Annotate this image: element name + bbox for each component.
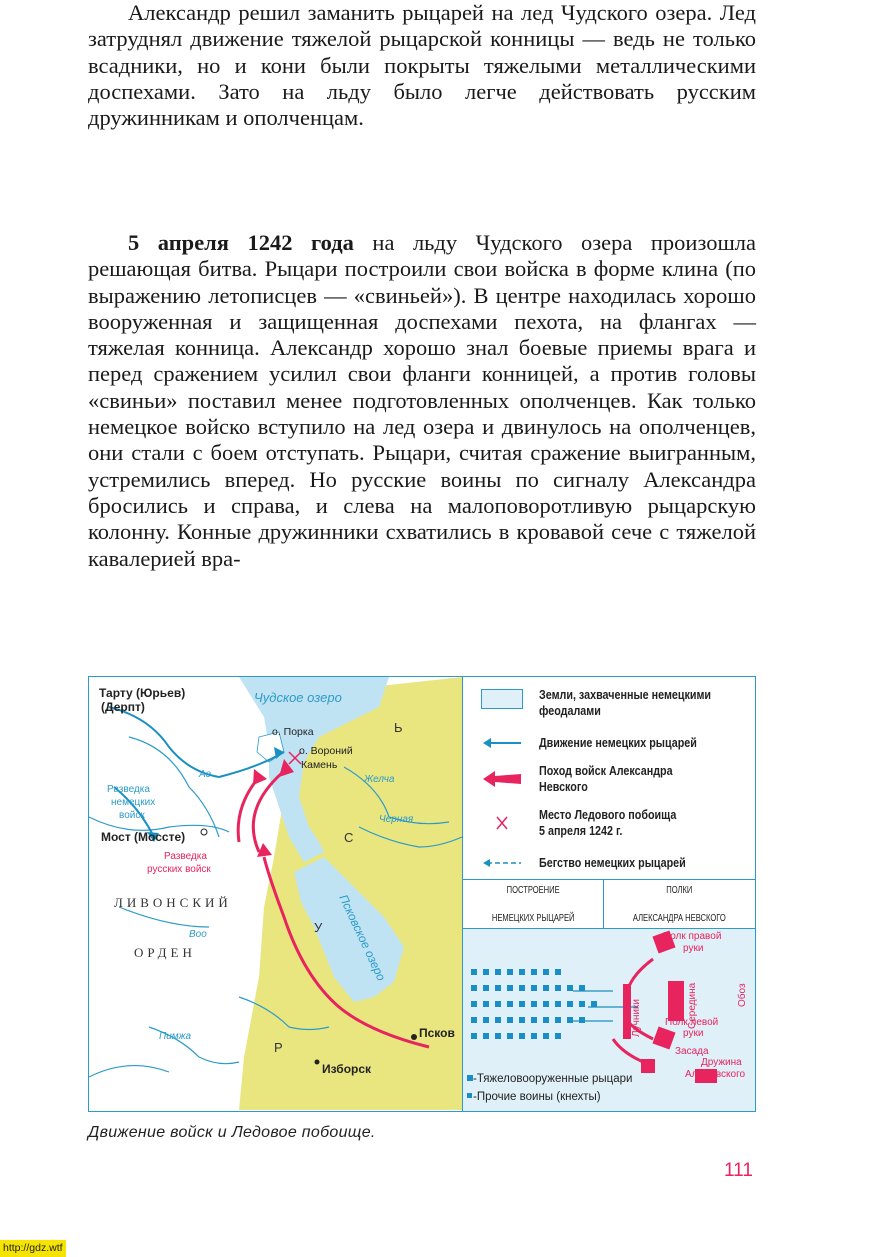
label-chudskoe: Чудское озеро bbox=[254, 690, 342, 705]
label-livonsky: ЛИВОНСКИЙ bbox=[114, 895, 232, 910]
label-right-hand: Полк правой bbox=[663, 931, 722, 942]
label-zhelcha: Желча bbox=[364, 774, 395, 785]
label-razvedka-r-2: русских войск bbox=[147, 864, 211, 875]
label-voo: Воо bbox=[189, 929, 207, 940]
formation-panel bbox=[462, 879, 755, 1111]
page-number: 111 bbox=[724, 1160, 753, 1181]
label-tartu: Тарту (Юрьев) bbox=[99, 686, 186, 700]
label-most: Мост (Моссте) bbox=[101, 830, 186, 844]
date-highlight: 5 апреля 1242 года bbox=[128, 230, 354, 255]
label-s: С bbox=[344, 830, 354, 845]
label-porka: о. Порка bbox=[272, 726, 314, 738]
label-ae: Ае bbox=[199, 769, 212, 780]
label-druzhina: Дружина bbox=[701, 1057, 742, 1068]
label-u: У bbox=[314, 920, 323, 935]
label-razvedka-n-3: войск bbox=[119, 810, 145, 821]
legend-battle-1: Место Ледового побоища bbox=[539, 808, 677, 822]
watermark-link[interactable]: http://gdz.wtf bbox=[0, 1240, 66, 1257]
label-razvedka-n: Разведка bbox=[107, 784, 150, 795]
label-chernaya: Черная bbox=[379, 814, 414, 825]
label-oboz: Обоз bbox=[737, 983, 748, 1007]
label-right-hand-2: руки bbox=[683, 943, 704, 954]
legend-alex-2: Невского bbox=[539, 780, 588, 794]
paragraph-1: Александр решил заманить рыцарей на лед Чудского озера. Лед затруднял движение тяжелой рыцарской конницы — ведь не только всадники, но и кони были покрыты тяжелыми металлическими доспехами. Зато на льду было легче действовать русским дружинникам и ополченцам. bbox=[88, 0, 756, 131]
legend-lands-2: феодалами bbox=[539, 704, 601, 718]
battle-map bbox=[89, 677, 462, 1110]
knecht-icon bbox=[467, 1093, 472, 1098]
paragraph-2-body: на льду Чудского озера произошла решающая битва. Рыцари построили свои войска в форме клина (по выражению летописцев — «свиньей»). В центре находилась хорошо вооруженная и защищенная доспехами пехота, на флангах — тяжелая конница. Александр хорошо знал боевые приемы врага и перед сражением усилил свои фланги конницей, а против головы «свиньи» поставил менее подготовленных ополченцев. Как только немецкое войско вступило на лед озера и двинулось на ополченцев, они стали с боем отступать. Рыцари, считая сражение выигранным, устремились вперед. Но русские воины по сигналу Александра бросились и справа, и слева на малоповоротливую рыцарскую колонну. Конные дружинники схватились в кровавой сече с тяжелой кавалерией вра- bbox=[88, 230, 756, 571]
legend-heavy: -Тяжеловооруженные рыцари bbox=[473, 1073, 633, 1085]
legend-others: -Прочие воины (кнехты) bbox=[473, 1091, 601, 1103]
paragraph-2-block bbox=[88, 230, 756, 572]
formation-german-head: ПОСТРОЕНИЕ НЕМЕЦКИХ РЫЦАРЕЙ bbox=[463, 880, 604, 928]
label-izborsk: Изборск bbox=[322, 1062, 372, 1076]
label-zasada: Засада bbox=[675, 1046, 709, 1057]
label-left-hand: Полк левой bbox=[665, 1017, 719, 1028]
flight-arrow-icon bbox=[481, 855, 523, 871]
label-pskovskoe: Псковское озеро bbox=[336, 892, 389, 983]
label-soft: Ь bbox=[394, 720, 403, 735]
legend-battle-2: 5 апреля 1242 г. bbox=[539, 824, 623, 838]
label-r: Р bbox=[274, 1040, 283, 1055]
legend-german: Движение немецких рыцарей bbox=[539, 736, 697, 750]
battle-figure bbox=[88, 676, 756, 1112]
formation-diagram bbox=[463, 929, 755, 1111]
label-pimzha: Пимжа bbox=[159, 1031, 192, 1042]
label-druzhina-2: Ал. Невского bbox=[685, 1069, 746, 1080]
legend-alex-1: Поход войск Александра bbox=[539, 764, 673, 778]
label-razvedka-n-2: немецких bbox=[111, 797, 156, 808]
label-luchniki: Лучники bbox=[631, 999, 642, 1037]
figure-caption: Движение войск и Ледовое побоище. bbox=[88, 1124, 376, 1141]
label-orden: ОРДЕН bbox=[134, 945, 196, 960]
map-legend bbox=[462, 677, 755, 879]
formation-russian-head: ПОЛКИ АЛЕКСАНДРА НЕВСКОГО bbox=[632, 884, 726, 924]
legend-flight: Бегство немецких рыцарей bbox=[539, 856, 686, 870]
label-pskov: Псков bbox=[419, 1026, 455, 1040]
main-text bbox=[88, 0, 756, 131]
alexander-arrow-icon bbox=[481, 769, 523, 789]
label-voroniy: о. Вороний bbox=[299, 745, 353, 757]
label-kamen: Камень bbox=[301, 759, 338, 771]
label-sered: Середина bbox=[687, 982, 698, 1029]
legend-lands-1: Земли, захваченные немецкими bbox=[539, 688, 712, 702]
battle-cross-icon bbox=[481, 815, 523, 831]
label-tartu-2: (Дерпт) bbox=[101, 700, 145, 714]
label-razvedka-r: Разведка bbox=[164, 851, 207, 862]
label-left-hand-2: руки bbox=[683, 1028, 704, 1039]
lands-swatch bbox=[481, 689, 523, 709]
german-arrow-icon bbox=[481, 735, 523, 751]
paragraph-2 bbox=[88, 230, 756, 572]
